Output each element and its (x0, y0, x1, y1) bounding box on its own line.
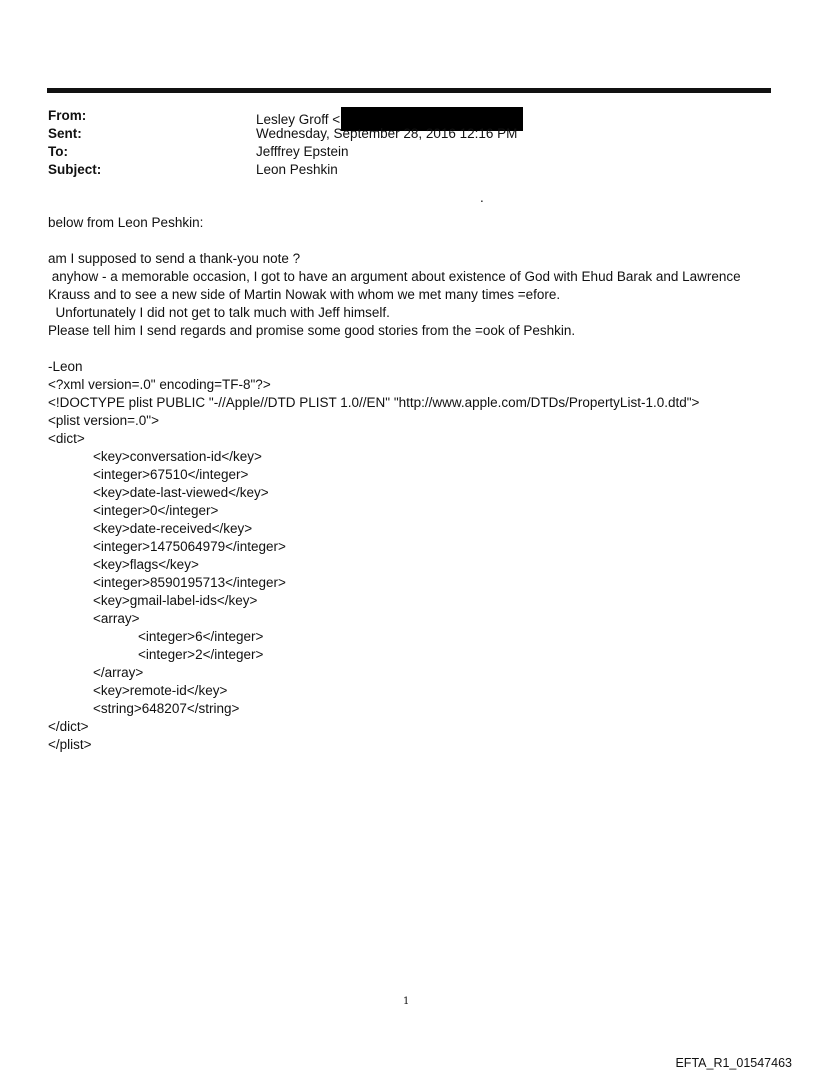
plist-line: <integer>6</integer> (48, 629, 264, 644)
email-body (48, 214, 741, 754)
plist-line: <integer>67510</integer> (48, 467, 249, 482)
plist-line: <dict> (48, 431, 85, 446)
message-line: am I supposed to send a thank-you note ? (48, 251, 301, 266)
plist-line: <key>remote-id</key> (48, 683, 228, 698)
signature: -Leon (48, 359, 83, 374)
message-line: anyhow - a memorable occasion, I got to have an argument about existence of God with Ehud Barak and Lawrence (48, 269, 741, 284)
plist-line: </dict> (48, 719, 89, 734)
plist-line: <?xml version=.0" encoding=TF-8"?> (48, 377, 271, 392)
plist-line: <array> (48, 611, 140, 626)
stray-dot: . (480, 190, 484, 205)
plist-line: <integer>8590195713</integer> (48, 575, 286, 590)
subject-value: Leon Peshkin (256, 162, 338, 177)
to-label: To: (48, 144, 68, 159)
header-rule (47, 88, 771, 93)
intro-line: below from Leon Peshkin: (48, 215, 204, 230)
plist-line: </array> (48, 665, 144, 680)
plist-line: <integer>2</integer> (48, 647, 264, 662)
plist-line: </plist> (48, 737, 92, 752)
message-line: Krauss and to see a new side of Martin Nowak with whom we met many times =efore. (48, 287, 561, 302)
sent-label: Sent: (48, 126, 82, 141)
subject-label: Subject: (48, 162, 102, 177)
message-line: Please tell him I send regards and promise some good stories from the =ook of Peshkin. (48, 323, 576, 338)
to-value: Jefffrey Epstein (256, 144, 349, 159)
message-line: Unfortunately I did not get to talk much with Jeff himself. (48, 305, 390, 320)
plist-line: <string>648207</string> (48, 701, 240, 716)
plist-line: <!DOCTYPE plist PUBLIC "-//Apple//DTD PLIST 1.0//EN" "http://www.apple.com/DTDs/PropertyList-1.0.dtd"> (48, 395, 700, 410)
plist-line: <key>conversation-id</key> (48, 449, 262, 464)
plist-line: <key>flags</key> (48, 557, 199, 572)
plist-line: <key>date-received</key> (48, 521, 253, 536)
page-number: 1 (403, 996, 410, 1007)
plist-block (48, 376, 741, 754)
plist-line: <plist version=.0"> (48, 413, 159, 428)
from-sender: Lesley Groff < (256, 112, 341, 127)
plist-line: <key>date-last-viewed</key> (48, 485, 269, 500)
from-label: From: (48, 108, 87, 123)
sent-value: Wednesday, September 28, 2016 12:16 PM (256, 126, 518, 141)
bates-number: EFTA_R1_01547463 (675, 1056, 792, 1070)
plist-line: <integer>1475064979</integer> (48, 539, 286, 554)
plist-line: <integer>0</integer> (48, 503, 219, 518)
plist-line: <key>gmail-label-ids</key> (48, 593, 258, 608)
